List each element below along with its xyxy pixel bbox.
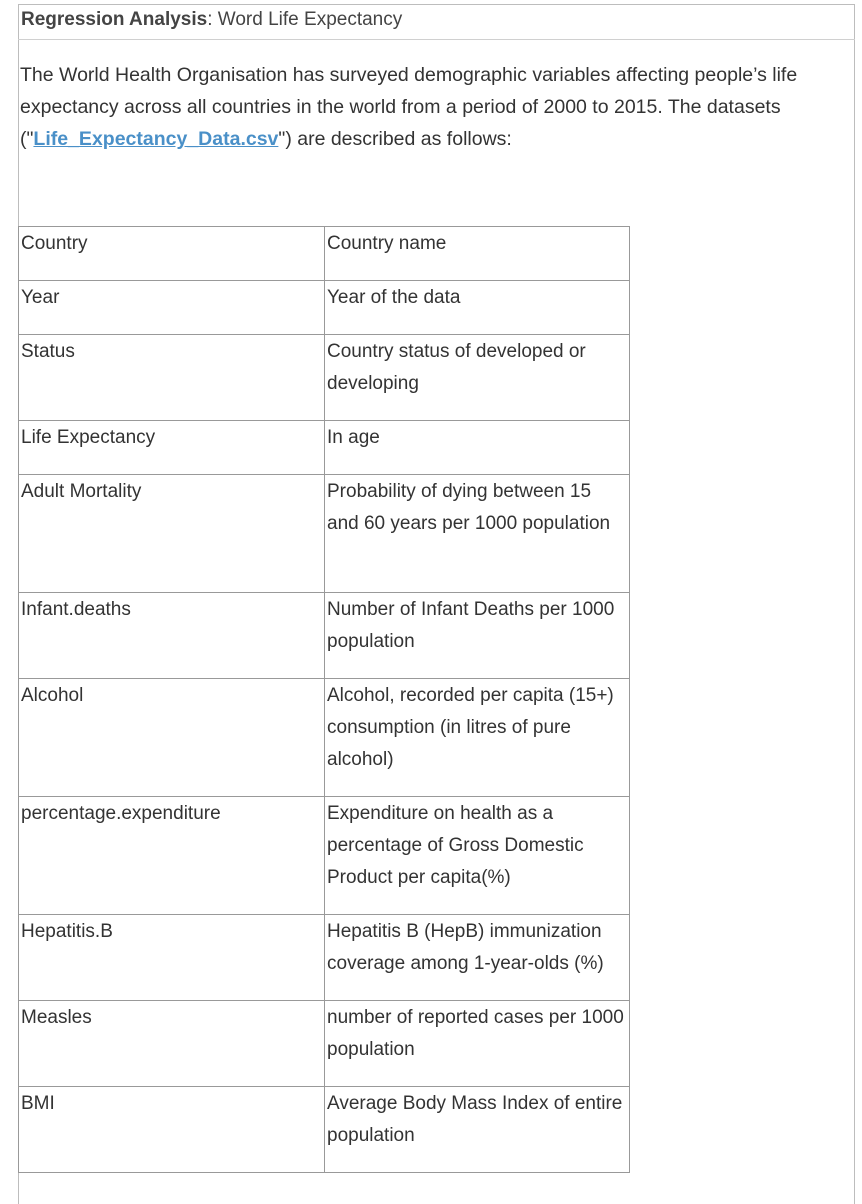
title-bold: Regression Analysis bbox=[21, 9, 208, 30]
table-row bbox=[19, 797, 630, 915]
variable-description: Alcohol, recorded per capita (15+) consumption (in litres of pure alcohol) bbox=[325, 679, 630, 797]
intro-paragraph bbox=[20, 59, 846, 155]
variable-description: Hepatitis B (HepB) immunization coverage among 1-year-olds (%) bbox=[325, 915, 630, 1001]
variable-name: Status bbox=[19, 335, 325, 421]
variable-name: percentage.expenditure bbox=[19, 797, 325, 915]
variable-name: Country bbox=[19, 227, 325, 281]
table-row bbox=[19, 915, 630, 1001]
table-row bbox=[19, 227, 630, 281]
variable-name: Hepatitis.B bbox=[19, 915, 325, 1001]
table-row bbox=[19, 1087, 630, 1173]
variable-description: Country status of developed or developing bbox=[325, 335, 630, 421]
variable-name: Life Expectancy bbox=[19, 421, 325, 475]
variable-description: Country name bbox=[325, 227, 630, 281]
title-divider bbox=[18, 39, 855, 40]
table-row bbox=[19, 475, 630, 593]
variable-description: number of reported cases per 1000 population bbox=[325, 1001, 630, 1087]
intro-text-after: ") are described as follows: bbox=[278, 128, 512, 150]
dataset-link[interactable]: Life_Expectancy_Data.csv bbox=[33, 128, 279, 150]
table-row bbox=[19, 281, 630, 335]
variable-description: Probability of dying between 15 and 60 years per 1000 population bbox=[325, 475, 630, 593]
variable-name: Alcohol bbox=[19, 679, 325, 797]
variable-name: Year bbox=[19, 281, 325, 335]
variable-description: Average Body Mass Index of entire population bbox=[325, 1087, 630, 1173]
variables-table bbox=[18, 226, 630, 1173]
table-row bbox=[19, 1001, 630, 1087]
variable-name: Adult Mortality bbox=[19, 475, 325, 593]
variable-description: Year of the data bbox=[325, 281, 630, 335]
variable-name: Measles bbox=[19, 1001, 325, 1087]
intro-text-before: The World Health Organisation has surveyed demographic variables affecting people’s life expectancy across all countries in the world from a period of 2000 to 2015. The datasets (" bbox=[20, 64, 798, 150]
table-row bbox=[19, 679, 630, 797]
table-row bbox=[19, 335, 630, 421]
page-title bbox=[21, 9, 402, 31]
table-row bbox=[19, 421, 630, 475]
table-row bbox=[19, 593, 630, 679]
variable-name: BMI bbox=[19, 1087, 325, 1173]
title-rest: : Word Life Expectancy bbox=[207, 9, 403, 30]
variable-name: Infant.deaths bbox=[19, 593, 325, 679]
variable-description: In age bbox=[325, 421, 630, 475]
variable-description: Expenditure on health as a percentage of Gross Domestic Product per capita(%) bbox=[325, 797, 630, 915]
variable-description: Number of Infant Deaths per 1000 population bbox=[325, 593, 630, 679]
